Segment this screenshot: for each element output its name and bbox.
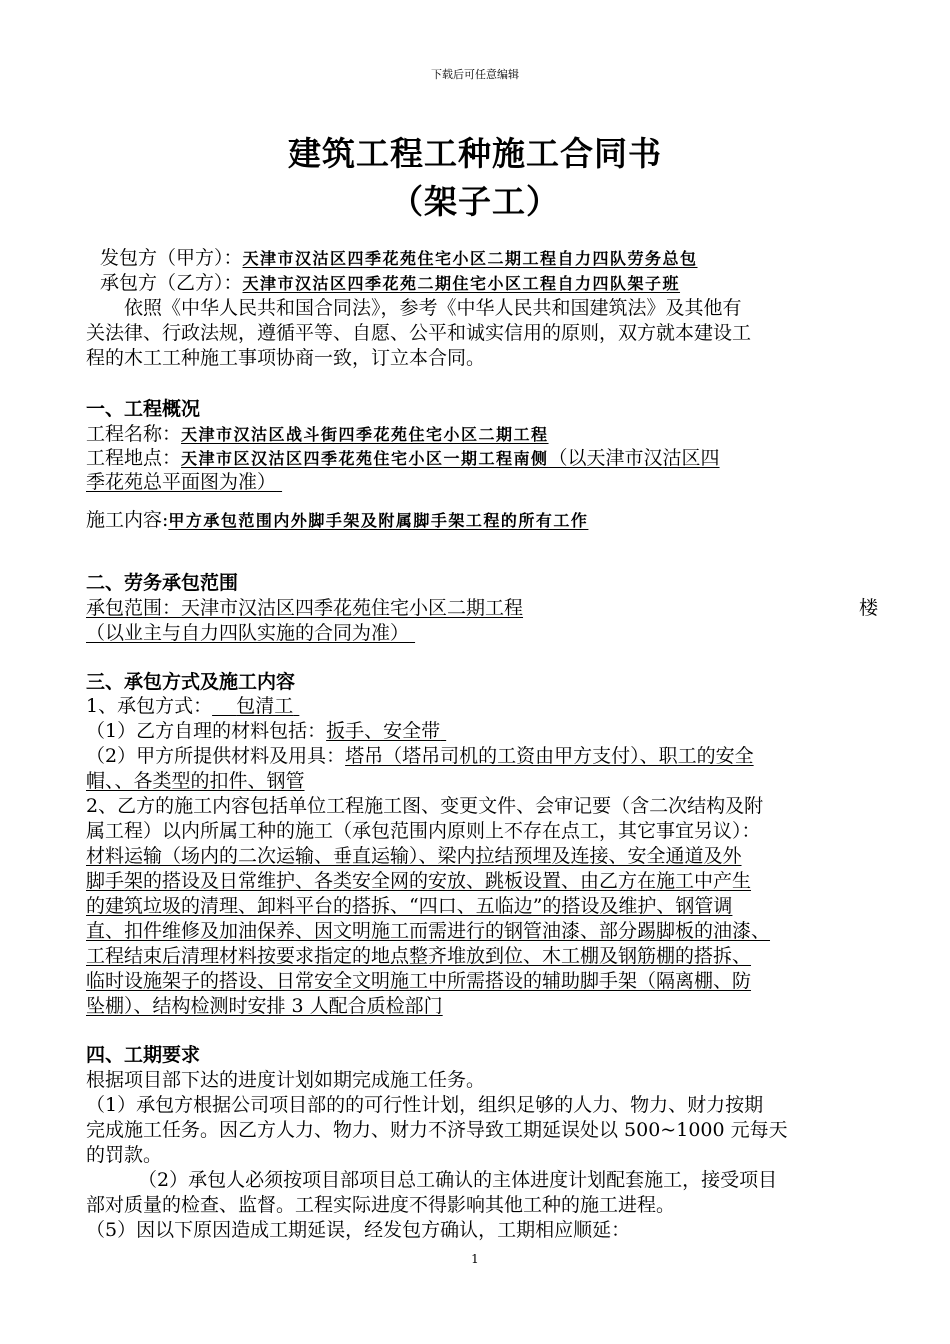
scope-end: 楼 [858, 597, 878, 619]
scope-text: 承包范围：天津市汉沽区四季花苑住宅小区二期工程 [86, 597, 524, 619]
blank-underline [276, 470, 356, 495]
schedule-line: （2）承包人必须按项目部项目总工确认的主体进度计划配套施工，接受项目 [138, 1169, 778, 1191]
schedule-line: （5）因以下原因造成工期延误，经发包方确认，工期相应顺延： [86, 1219, 631, 1241]
schedule-line: 根据项目部下达的进度计划如期完成施工任务。 [86, 1069, 486, 1091]
section-heading: 一、工程概况 [86, 398, 201, 420]
contract-mode-label: 1、承包方式： [86, 695, 213, 717]
section-heading: 三、承包方式及施工内容 [86, 671, 296, 693]
intro-line: 程的木工工种施工事项协商一致，订立本合同。 [86, 347, 486, 369]
contract-mode-value: 包清工 [236, 695, 294, 717]
party-b-label: 承包方（乙方）： [100, 272, 243, 294]
page-number: 1 [471, 1252, 479, 1266]
work-scope-underlined: 坠棚）、结构检测时安排 3 人配合质检部门 [86, 995, 443, 1017]
document-subtitle: （架子工） [390, 182, 560, 221]
schedule-line: 完成施工任务。因乙方人力、物力、财力不济导致工期延误处以 500~1000 元每天 [86, 1119, 788, 1141]
party-b-value: 天津市汉沽区四季花苑二期住宅小区工程自力四队架子班 [242, 274, 681, 293]
document-title: 建筑工程工种施工合同书 [288, 134, 662, 173]
project-site-note-2: 季花苑总平面图为准） [86, 471, 277, 493]
work-content-line [86, 508, 588, 533]
materials-value: 扳手、安全带 [326, 720, 441, 742]
section-heading: 二、劳务承包范围 [86, 572, 239, 594]
work-scope-underlined: 临时设施架子的搭设、日常安全文明施工中所需搭设的辅助脚手架（隔离棚、防 [86, 970, 752, 992]
project-name-line [86, 422, 549, 447]
schedule-line: 的罚款。 [86, 1144, 163, 1166]
work-scope-line: 2、乙方的施工内容包括单位工程施工图、变更文件、会审记要（含二次结构及附 [86, 795, 764, 817]
work-scope-line: 属工程）以内所属工种的施工（承包范围内原则上不存在点工，其它事宜另议）： [86, 820, 761, 842]
project-site-value: 天津市区汉沽区四季花苑住宅小区一期工程南侧 [181, 449, 549, 468]
materials-line [86, 719, 446, 744]
project-name-value: 天津市汉沽区战斗街四季花苑住宅小区二期工程 [181, 425, 549, 444]
intro-line: 依照《中华人民共和国合同法》，参考《中华人民共和国建筑法》及其他有 [124, 297, 742, 319]
header-note: 下载后可任意编辑 [431, 68, 519, 81]
work-content-label: 施工内容: [86, 509, 169, 531]
work-scope-underlined: 的建筑垃圾的清理、卸料平台的搭拆、“四口、五临边”的搭设及维护、钢管调 [86, 895, 733, 917]
project-site-label: 工程地点： [86, 447, 182, 469]
work-content-value: 甲方承包范围内外脚手架及附属脚手架工程的所有工作 [168, 511, 589, 530]
party-a-label: 发包方（甲方）： [100, 247, 243, 269]
project-site-line-2 [86, 470, 356, 495]
work-scope-underlined: 直、扣件维修及加油保养、因文明施工而需进行的钢管油漆、部分踢脚板的油漆、 [86, 920, 771, 942]
project-name-label: 工程名称： [86, 423, 182, 445]
party-a-line [100, 246, 698, 271]
project-site-line [86, 446, 720, 471]
scope-line-2 [86, 621, 435, 646]
supplied-line [86, 744, 754, 769]
scope-line [86, 596, 878, 621]
party-a-value: 天津市汉沽区四季花苑住宅小区二期工程自力四队劳务总包 [242, 249, 698, 268]
materials-label: （1）乙方自理的材料包括： [86, 720, 327, 742]
work-scope-underlined: 材料运输（场内的二次运输、垂直运输）、梁内拉结预埋及连接、安全通道及外 [86, 845, 742, 867]
blank-underline [409, 621, 435, 646]
supplied-label: （2）甲方所提供材料及用具： [86, 745, 346, 767]
project-site-note: （以天津市汉沽区四 [548, 447, 720, 469]
section-heading: 四、工期要求 [86, 1044, 201, 1066]
intro-line: 关法律、行政法规，遵循平等、自愿、公平和诚实信用的原则，双方就本建设工 [86, 322, 752, 344]
schedule-line: 部对质量的检查、监督。工程实际进度不得影响其他工种的施工进程。 [86, 1194, 676, 1216]
party-b-line [100, 271, 680, 296]
supplied-value: 塔吊（塔吊司机的工资由甲方支付）、职工的安全 [345, 745, 754, 767]
work-scope-underlined: 脚手架的搭设及日常维护、各类安全网的安放、跳板设置、由乙方在施工中产生 [86, 870, 752, 892]
supplied-value-2: 帽、、各类型的扣件、钢管 [86, 770, 305, 792]
supplied-line-2 [86, 769, 305, 794]
work-scope-underlined: 工程结束后清理材料按要求指定的地点整齐堆放到位、木工棚及钢筋棚的搭拆、 [86, 945, 752, 967]
contract-mode-line [86, 694, 299, 719]
scope-note: （以业主与自力四队实施的合同为准） [86, 622, 410, 644]
schedule-line: （1）承包方根据公司项目部的的可行性计划，组织足够的人力、物力、财力按期 [86, 1094, 764, 1116]
